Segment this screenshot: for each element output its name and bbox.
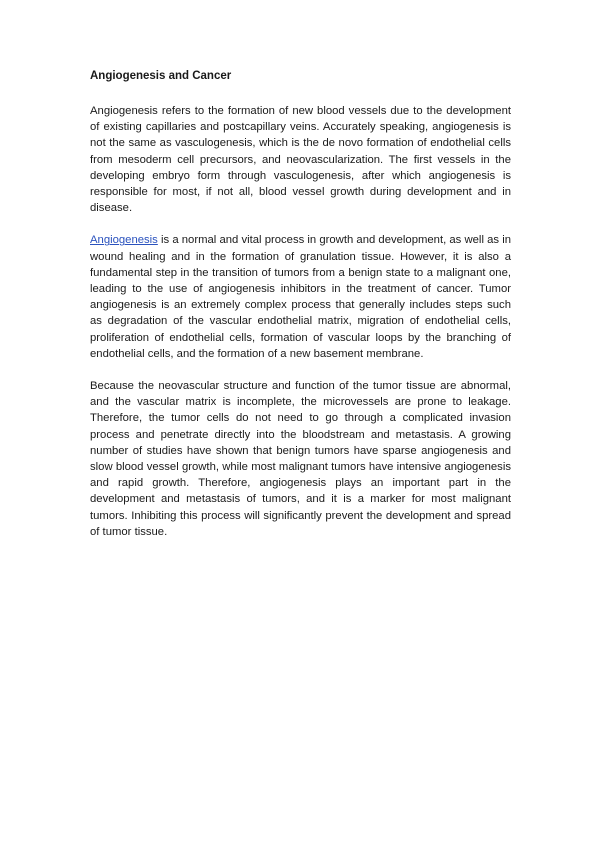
document-page bbox=[90, 68, 511, 556]
paragraph-tumor-vasculature: Because the neovascular structure and function of the tumor tissue are abnormal, and the vascular matrix is incomplete, the microvessels are prone to leakage. Therefore, the tumor cells do not need to go through a complicated invasion process and penetrate directly into the bloodstream and metastasis. A growing number of studies have shown that benign tumors have sparse angiogenesis and slow blood vessel growth, while most malignant tumors have intensive angiogenesis and rapid growth. Therefore, angiogenesis plays an important part in the development and metastasis of tumors, and it is a marker for most malignant tumors. Inhibiting this process will significantly prevent the development and spread of tumor tissue. bbox=[90, 380, 511, 538]
document-title: Angiogenesis and Cancer bbox=[90, 70, 232, 82]
angiogenesis-link[interactable]: Angiogenesis bbox=[90, 234, 158, 247]
paragraph-intro: Angiogenesis refers to the formation of new blood vessels due to the development of existing capillaries and postcapillary veins. Accurately speaking, angiogenesis is not the same as vasculogenesis, which is the de novo formation of endothelial cells from mesoderm cell precursors, and neovascularization. The first vessels in the developing embryo form through vasculogenesis, after which angiogenesis is responsible for most, if not all, blood vessel growth during development and in disease. bbox=[90, 105, 511, 215]
paragraph-angiogenesis-text: is a normal and vital process in growth and development, as well as in wound healing and in the formation of granulation tissue. However, it is also a fundamental step in the transition of tumors from a benign state to a malignant one, leading to the use of angiogenesis inhibitors in the treatment of cancer. Tumor angiogenesis is an extremely complex process that generally includes steps such as degradation of the vascular endothelial matrix, migration of endothelial cells, proliferation of endothelial cells, formation of vascular loops by the branching of endothelial cells, and the formation of a new basement membrane. bbox=[90, 234, 511, 360]
paragraph-angiogenesis-process bbox=[90, 232, 511, 362]
